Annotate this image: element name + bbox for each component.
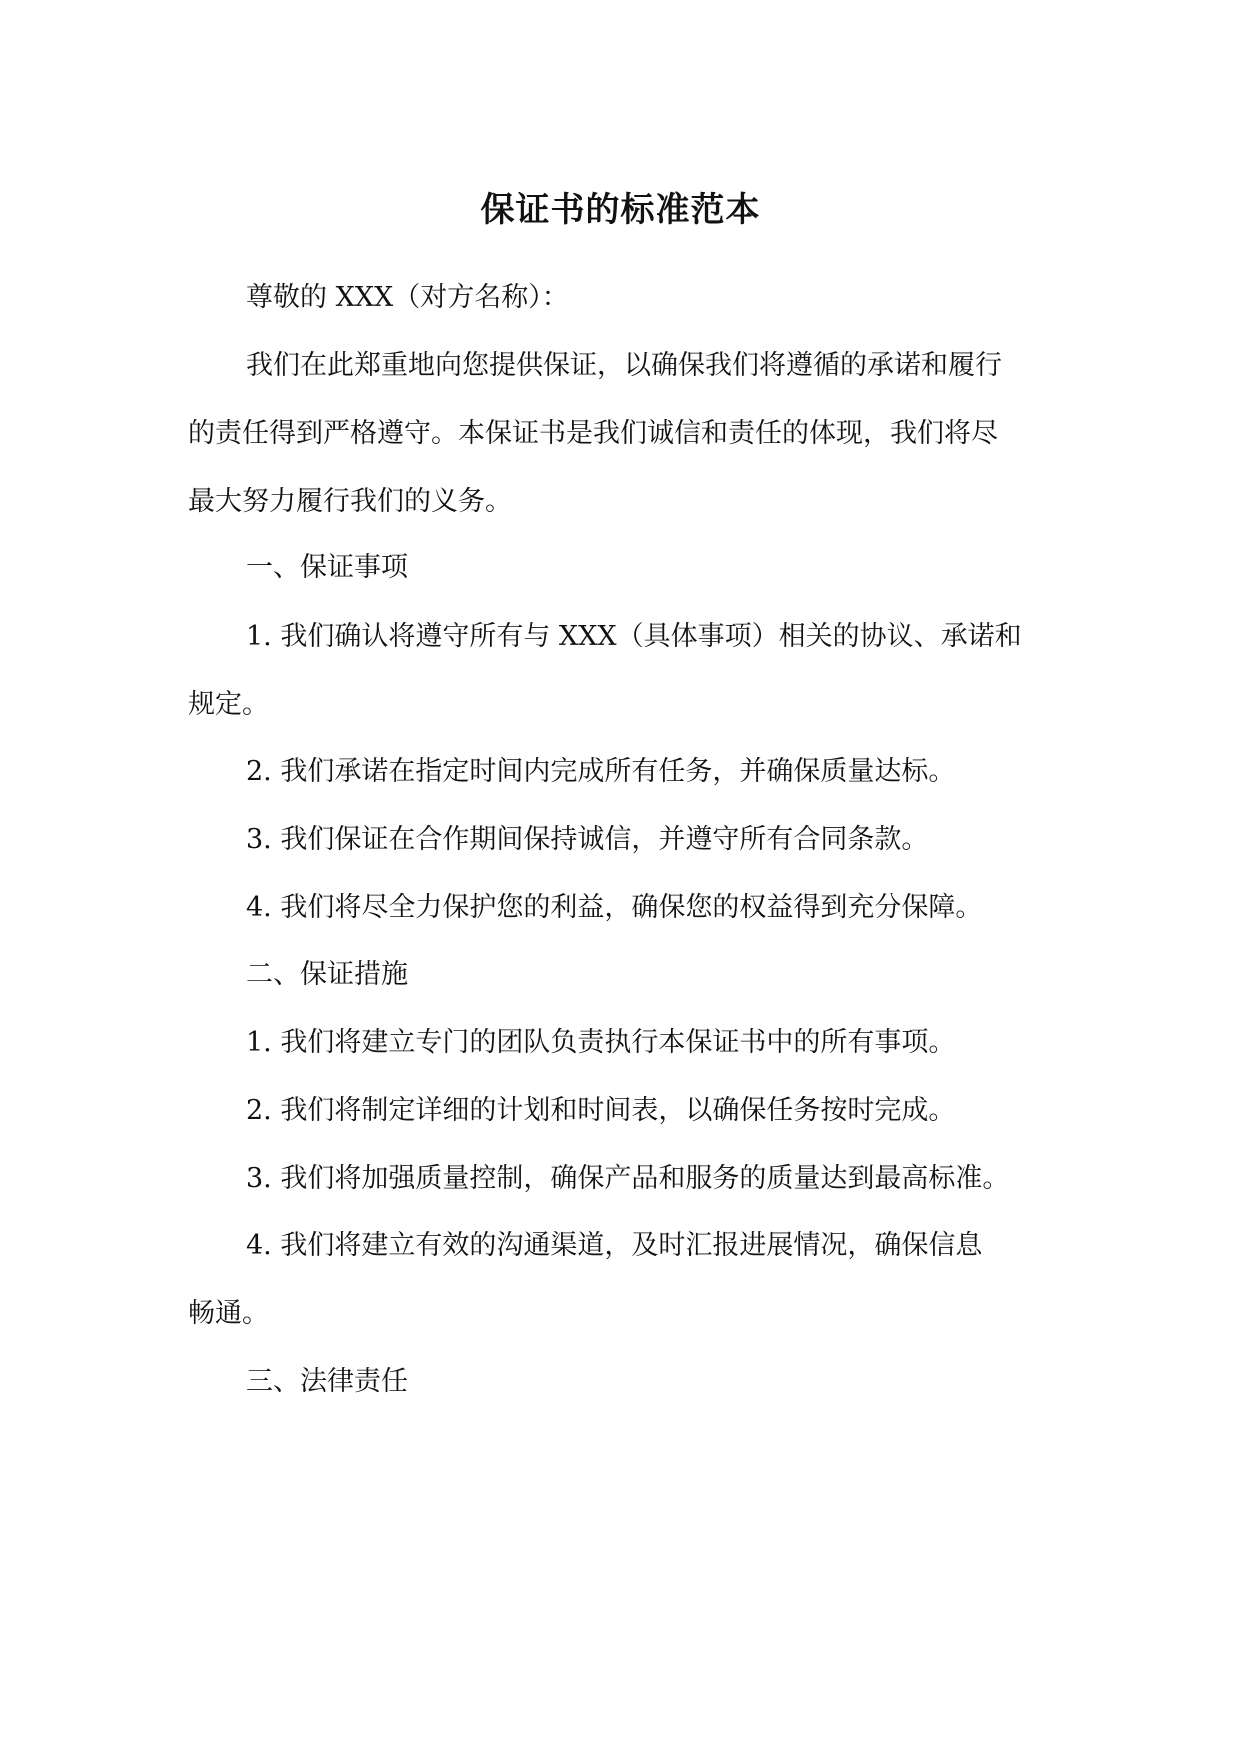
section2-item1: 1. 我们将建立专门的团队负责执行本保证书中的所有事项。 [246, 1027, 956, 1058]
section2-item3: 3. 我们将加强质量控制，确保产品和服务的质量达到最高标准。 [246, 1163, 1010, 1194]
section1-item1-line2: 规定。 [188, 689, 269, 720]
section2-item2: 2. 我们将制定详细的计划和时间表，以确保任务按时完成。 [246, 1095, 956, 1126]
document-title: 保证书的标准范本 [480, 190, 761, 230]
intro-line-3: 最大努力履行我们的义务。 [188, 486, 512, 517]
intro-line-2: 的责任得到严格遵守。本保证书是我们诚信和责任的体现，我们将尽 [188, 418, 998, 449]
section-heading-1: 一、保证事项 [246, 552, 408, 583]
intro-line-1: 我们在此郑重地向您提供保证，以确保我们将遵循的承诺和履行 [246, 350, 1002, 381]
section-heading-2: 二、保证措施 [246, 959, 408, 990]
greeting-line: 尊敬的 XXX（对方名称）： [246, 282, 569, 313]
section2-item4-line2: 畅通。 [188, 1298, 269, 1329]
section1-item3: 3. 我们保证在合作期间保持诚信，并遵守所有合同条款。 [246, 824, 929, 855]
section1-item2: 2. 我们承诺在指定时间内完成所有任务，并确保质量达标。 [246, 756, 956, 787]
section1-item4: 4. 我们将尽全力保护您的利益，确保您的权益得到充分保障。 [246, 892, 983, 923]
section1-item1-line1: 1. 我们确认将遵守所有与 XXX（具体事项）相关的协议、承诺和 [246, 621, 1022, 652]
section-heading-3: 三、法律责任 [246, 1366, 408, 1397]
section2-item4-line1: 4. 我们将建立有效的沟通渠道，及时汇报进展情况，确保信息 [246, 1230, 983, 1261]
